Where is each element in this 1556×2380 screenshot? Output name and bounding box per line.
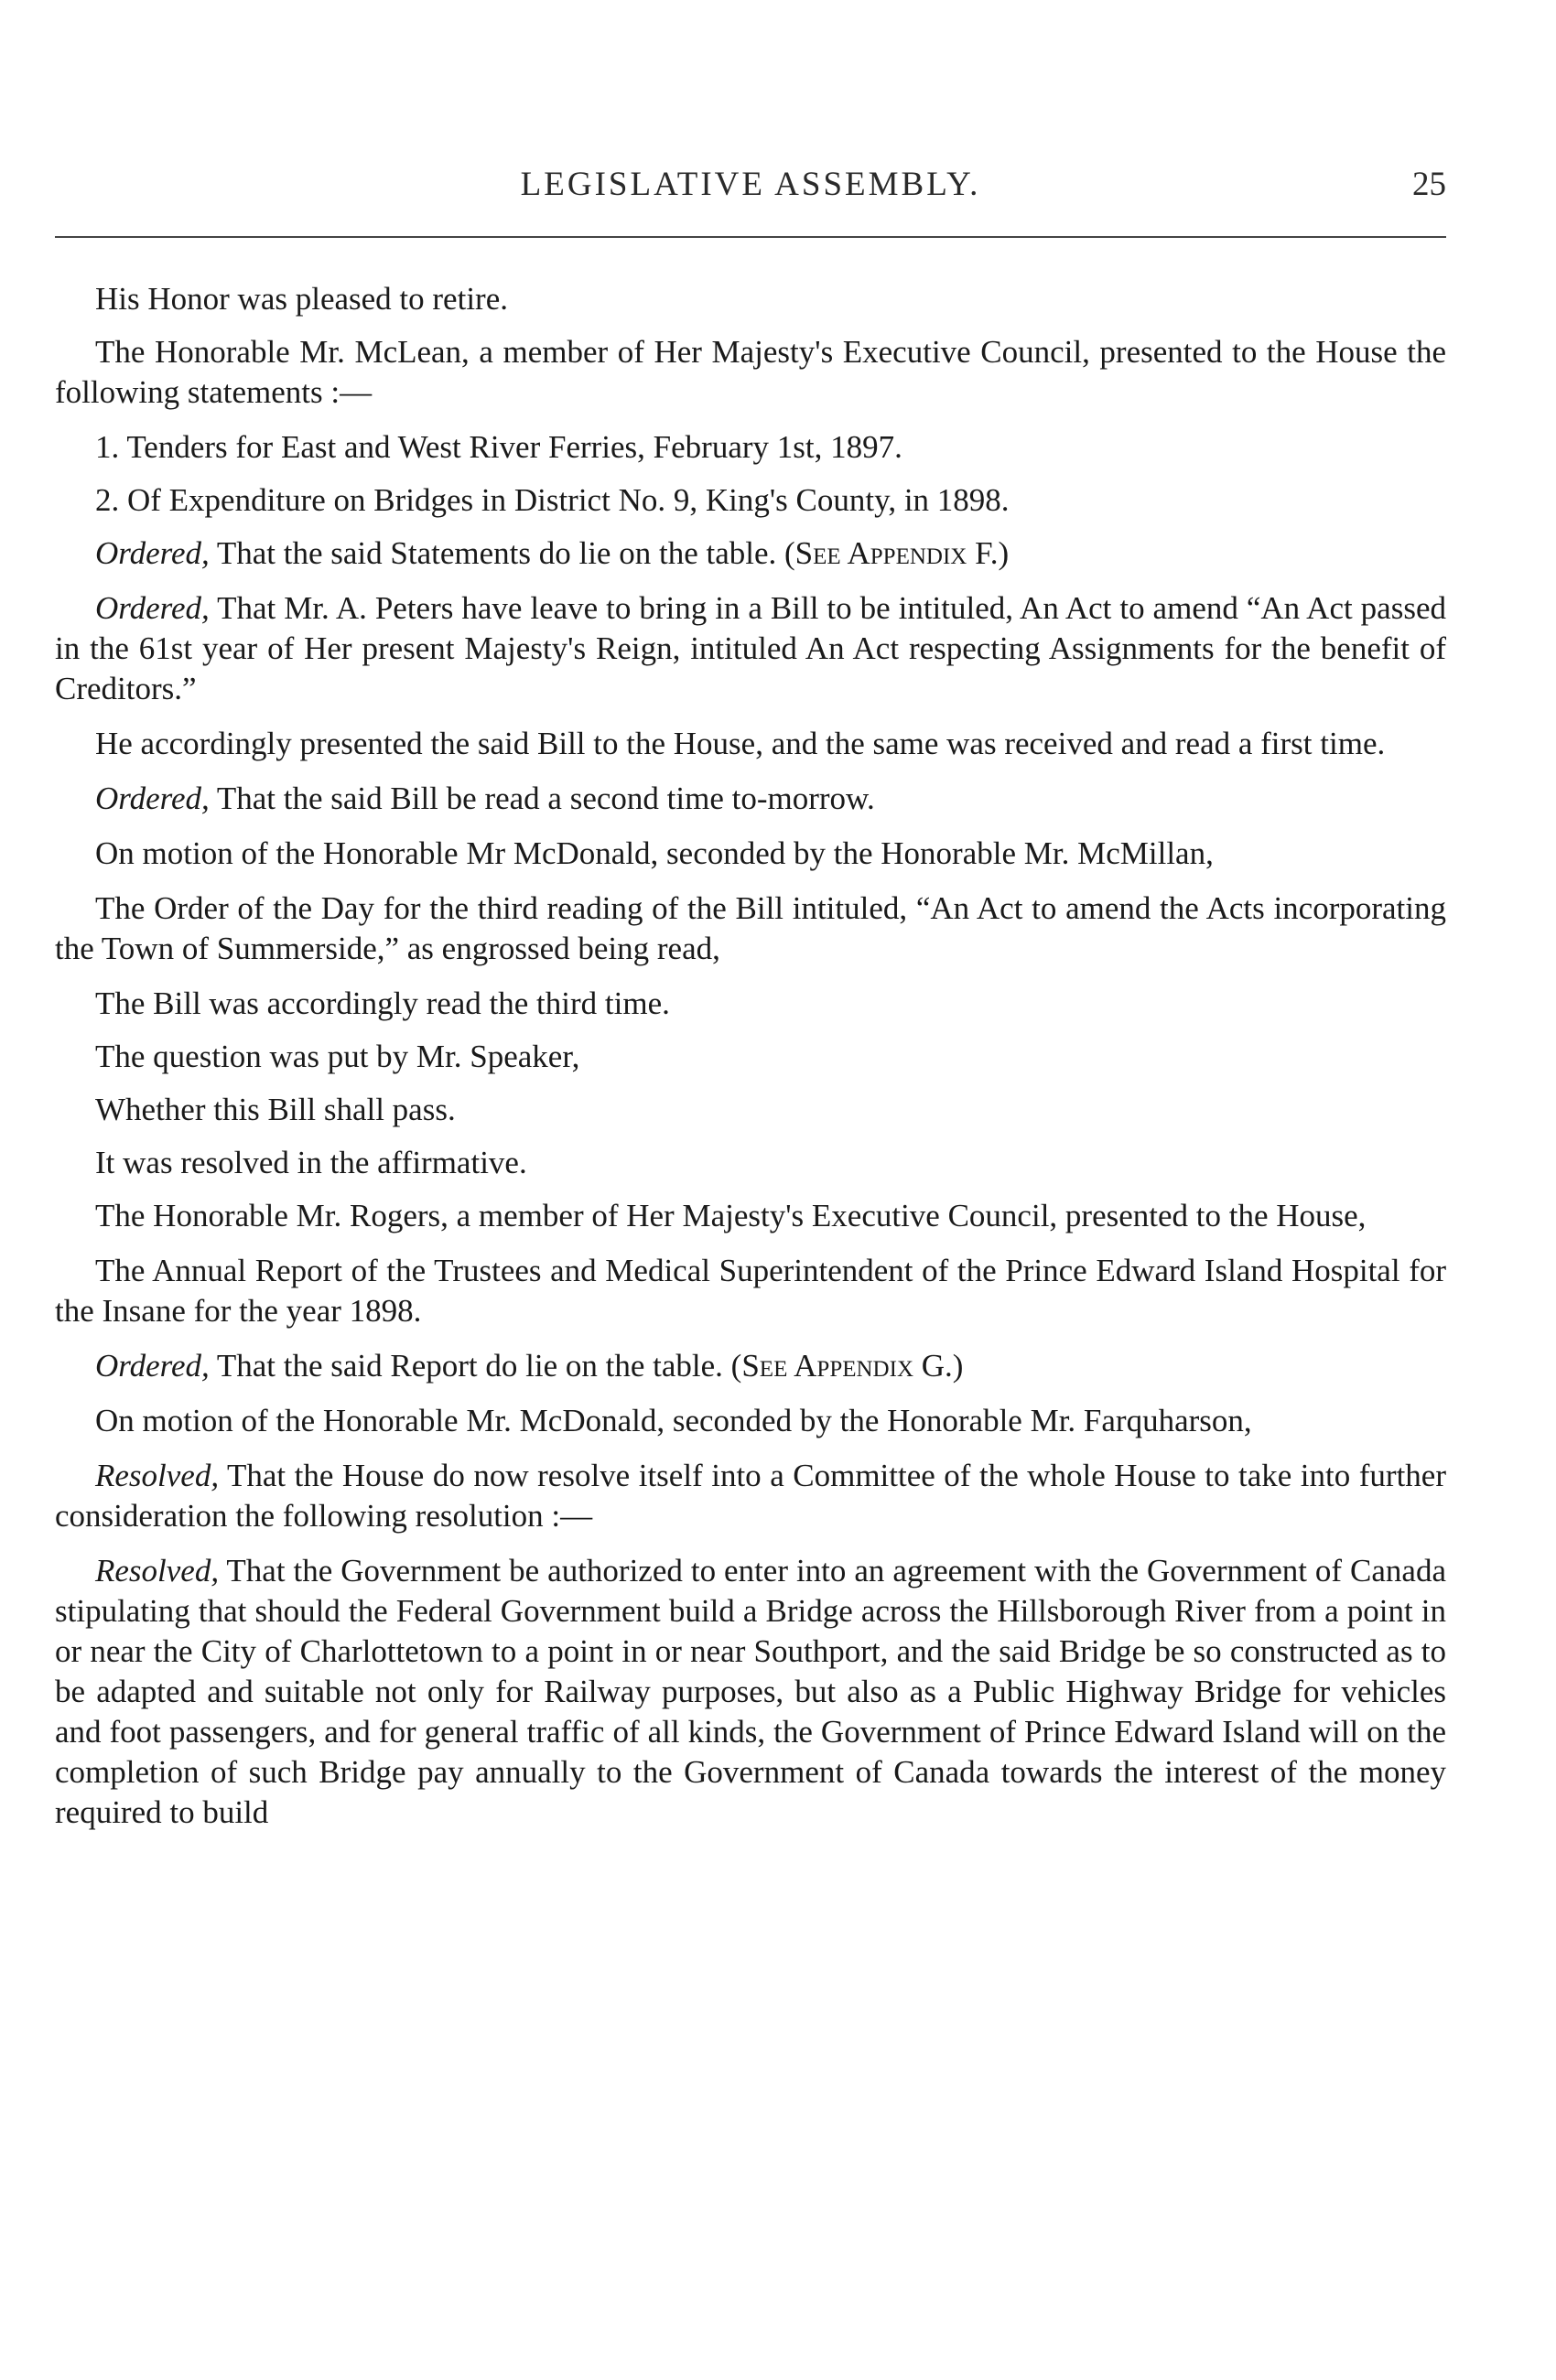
paragraph-motion-mcdonald: On motion of the Honorable Mr McDonald, seconded by the Honorable Mr. McMillan, xyxy=(95,835,1214,871)
ordered-lead: Ordered, xyxy=(95,590,210,626)
page-number: 25 xyxy=(1412,166,1446,203)
paragraph-affirmative: It was resolved in the affirmative. xyxy=(95,1145,527,1180)
ordered-text: That the said Statements do lie on the table. xyxy=(209,535,784,571)
paragraph-motion-farquharson: On motion of the Honorable Mr. McDonald, seconded by the Honorable Mr. Farquharson, xyxy=(95,1403,1252,1438)
paragraph-resolved-bridge xyxy=(55,1551,1446,1833)
appendix-reference: (See Appendix F.) xyxy=(784,535,1010,571)
paragraph-question-put: The question was put by Mr. Speaker, xyxy=(95,1039,580,1074)
ordered-text: That the said Report do lie on the table. xyxy=(209,1348,731,1384)
ordered-lead: Ordered, xyxy=(95,535,210,571)
paragraph-ordered-second-reading xyxy=(55,779,1446,819)
resolved-text: That the House do now resolve itself into a Committee of the whole House to take into further consideration the following resolution :— xyxy=(55,1458,1446,1534)
ordered-lead: Ordered, xyxy=(95,781,210,816)
resolved-text: That the Government be authorized to enter into an agreement with the Government of Canada stipulating that should the Federal Government build a Bridge across the Hillsborough River from a point in or near the City of Charlottetown to a point in or near Southport, and the said Bridge be so constructed as to be adapted and suitable not only for Railway purposes, but also as a Public Highway Bridge for vehicles and foot passengers, and for general traffic of all kinds, the Government of Prince Edward Island will on the completion of such Bridge pay annually to the Government of Canada towards the interest of the money required to build xyxy=(55,1553,1446,1830)
paragraph-order-of-day: The Order of the Day for the third reading of the Bill intituled, “An Act to amend the Acts incorporating the Town of Summerside,” as engrossed being read, xyxy=(55,890,1446,966)
ordered-text: That the said Bill be read a second time to-morrow. xyxy=(209,781,875,816)
resolved-lead: Resolved, xyxy=(95,1458,220,1493)
running-title: LEGISLATIVE ASSEMBLY. xyxy=(520,166,981,203)
ordered-lead: Ordered, xyxy=(95,1348,210,1384)
ordered-text: That Mr. A. Peters have leave to bring in a Bill to be intituled, An Act to amend “An Act passed in the 61st year of Her present Majesty's Reign, intituled An Act respecting Assignments for the benefit of Creditors.” xyxy=(55,590,1446,706)
page-header xyxy=(55,165,1446,210)
paragraph-annual-report: The Annual Report of the Trustees and Medical Superintendent of the Prince Edward Island Hospital for the Insane for the year 1898. xyxy=(55,1253,1446,1329)
paragraph-ordered-peters xyxy=(55,588,1446,709)
paragraph-resolved-committee xyxy=(55,1456,1446,1536)
paragraph-mclean-statements: The Honorable Mr. McLean, a member of Her Majesty's Executive Council, presented to the House the following statements :— xyxy=(55,334,1446,410)
paragraph-ordered-statements xyxy=(55,533,1446,574)
header-rule xyxy=(55,236,1446,238)
paragraph-third-reading: The Bill was accordingly read the third time. xyxy=(95,985,670,1021)
paragraph-ordered-report xyxy=(55,1346,1446,1386)
appendix-reference: (See Appendix G.) xyxy=(730,1348,964,1384)
paragraph-retire: His Honor was pleased to retire. xyxy=(95,281,508,317)
statement-item-2: 2. Of Expenditure on Bridges in District No. 9, King's County, in 1898. xyxy=(95,482,1010,518)
journal-body xyxy=(55,279,1446,1847)
resolved-lead: Resolved, xyxy=(95,1553,220,1588)
paragraph-bill-presented: He accordingly presented the said Bill to the House, and the same was received and read a first time. xyxy=(95,726,1386,761)
statement-item-1: 1. Tenders for East and West River Ferries, February 1st, 1897. xyxy=(95,429,902,465)
paragraph-rogers-presented: The Honorable Mr. Rogers, a member of Her Majesty's Executive Council, presented to the House, xyxy=(95,1198,1367,1233)
paragraph-bill-pass: Whether this Bill shall pass. xyxy=(95,1092,456,1127)
